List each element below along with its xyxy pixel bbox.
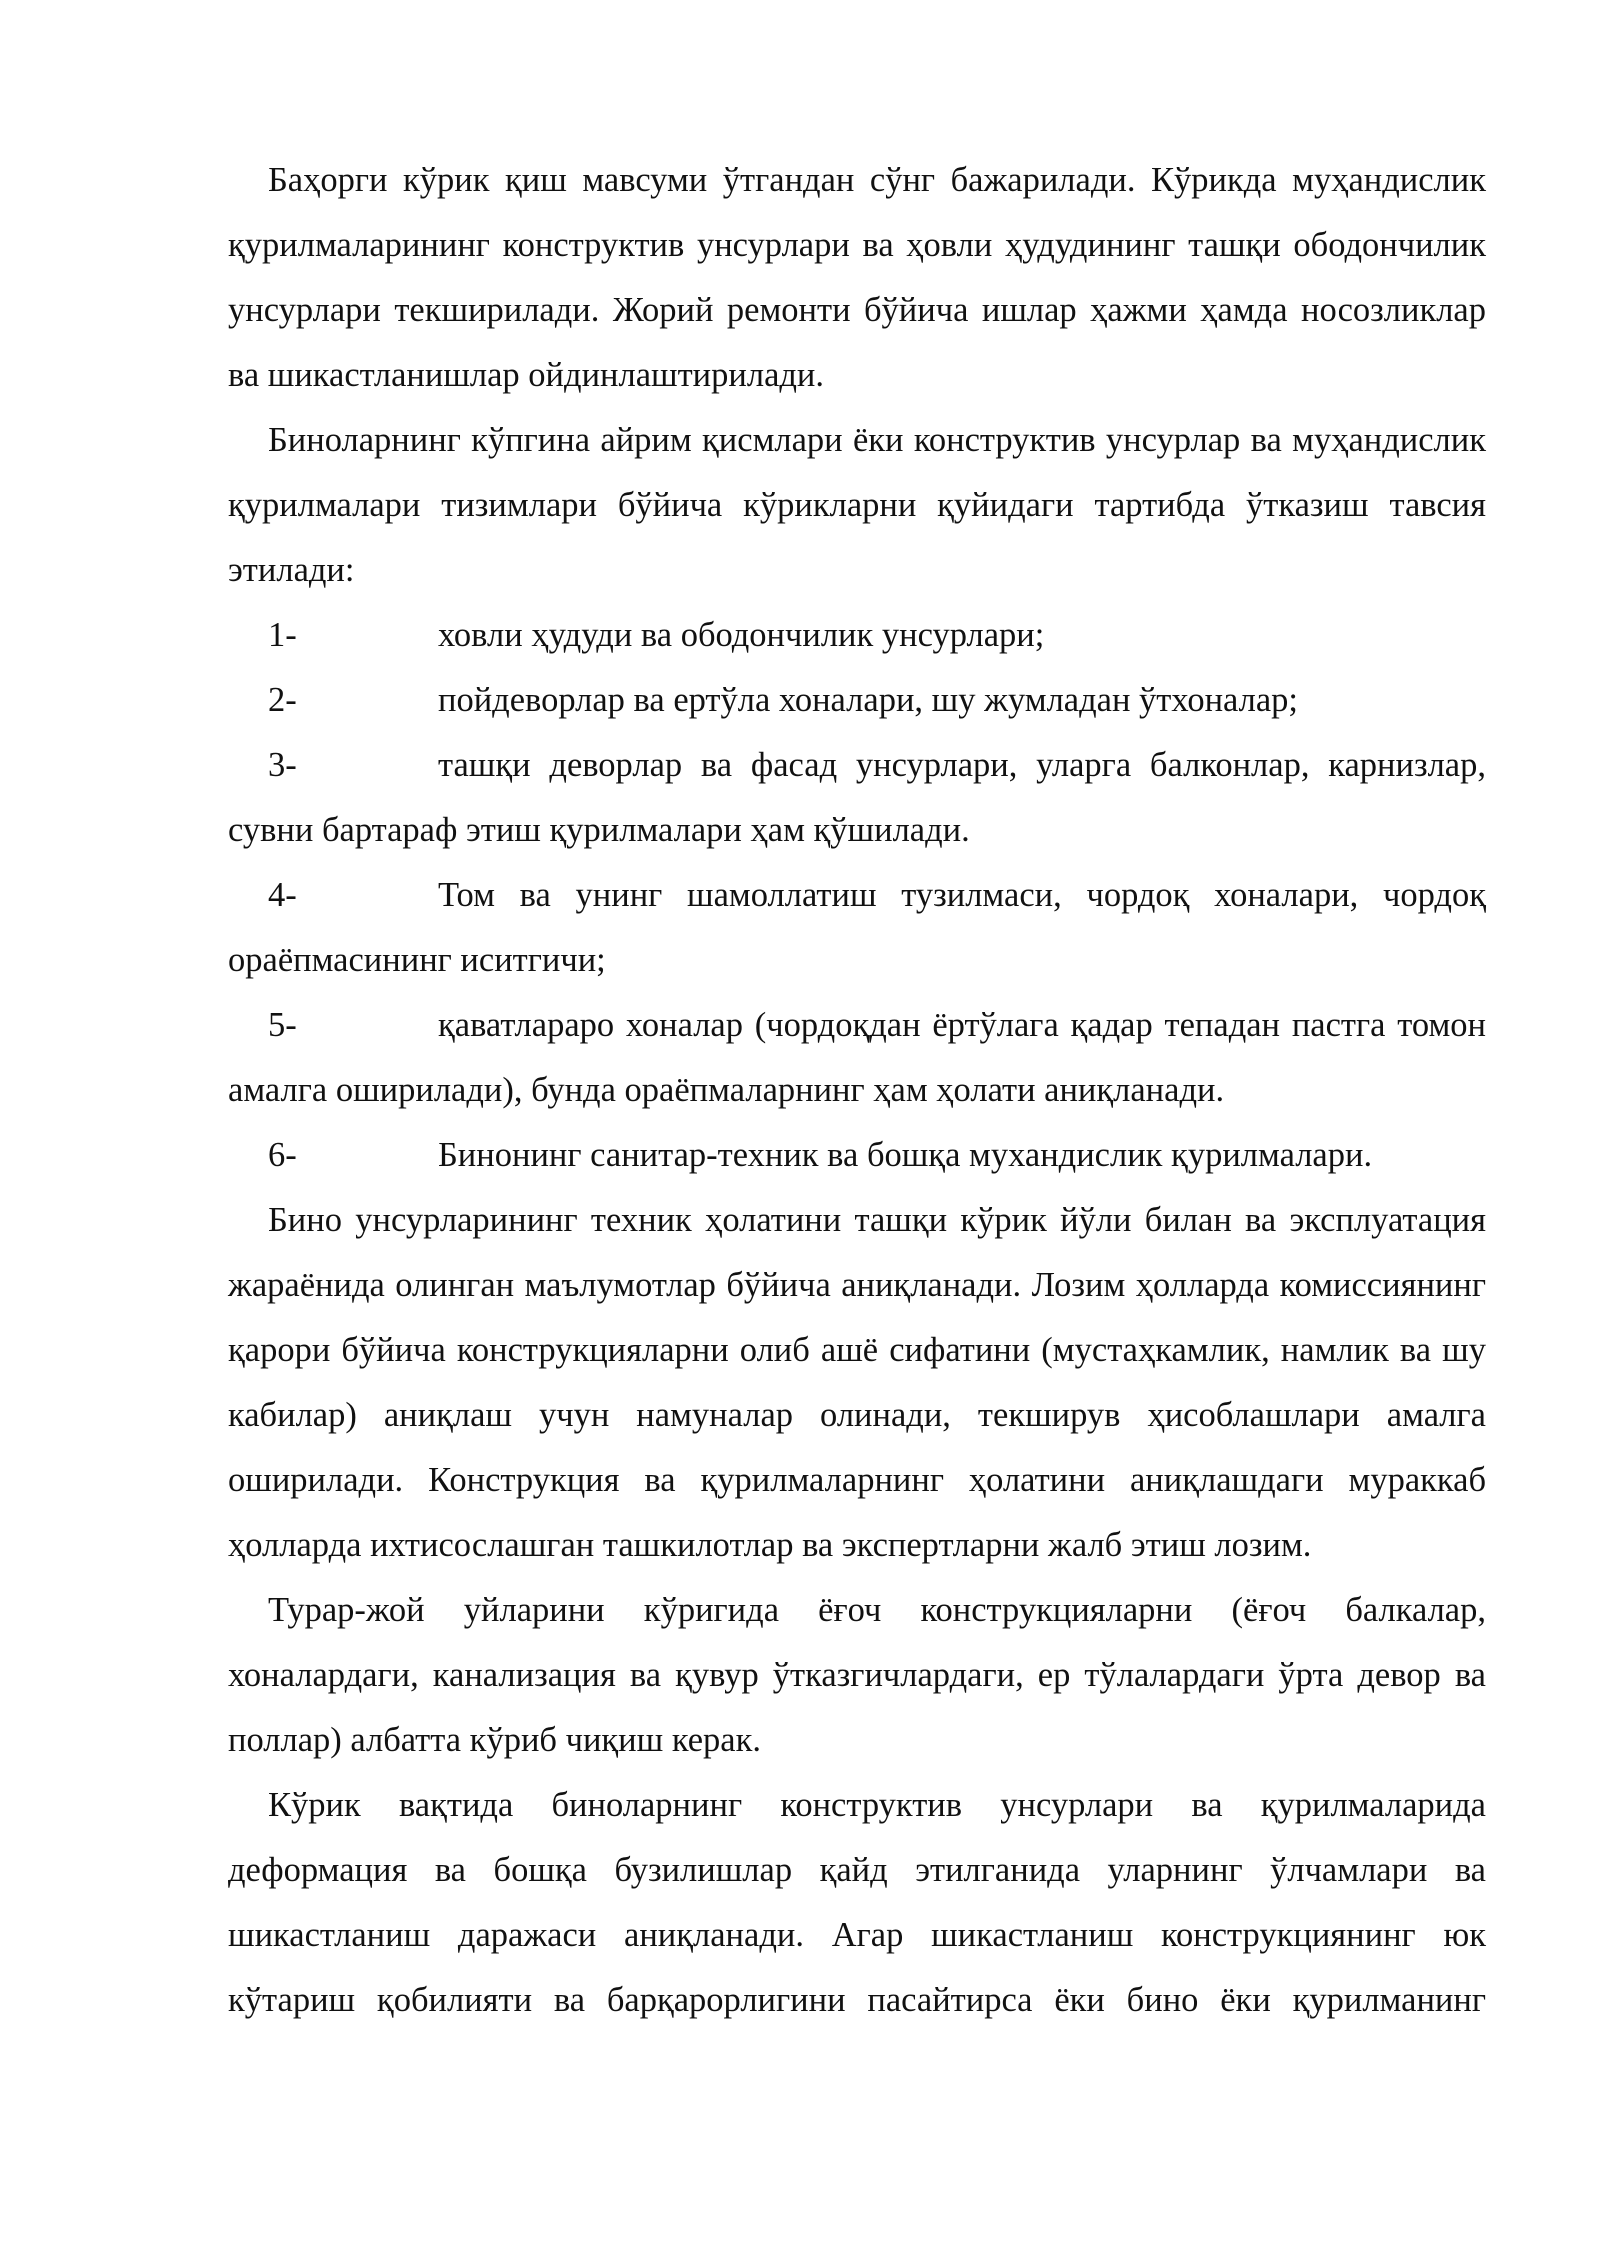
list-item-6 bbox=[228, 1123, 1486, 1188]
document-body bbox=[228, 148, 1486, 2033]
list-item-number: 5- bbox=[268, 1006, 297, 1044]
list-item-4 bbox=[228, 863, 1486, 993]
list-item-number: 3- bbox=[268, 746, 297, 784]
list-item-5 bbox=[228, 993, 1486, 1123]
paragraph-inspection-order: Биноларнинг кўпгина айрим қисмлари ёки конструктив унсурлар ва муҳандислик қурилмалари тизимлари бўйича кўрикларни қуйидаги тартибда ўтказиш тавсия этилади: bbox=[228, 421, 1486, 589]
list-item-number: 4- bbox=[268, 876, 297, 914]
list-item-text: қаватлараро хоналар (чордоқдан ёртўлага қадар тепадан пастга томон амалга оширилади), бунда ораёпмаларнинг ҳам ҳолати аниқланади. bbox=[228, 1006, 1486, 1109]
list-item-1 bbox=[228, 603, 1486, 668]
paragraph-technical-condition: Бино унсурларининг техник ҳолатини ташқи кўрик йўли билан ва эксплуатация жараёнида олинган маълумотлар бўйича аниқланади. Лозим ҳолларда комиссиянинг қарори бўйича конструкцияларни олиб ашё сифатини (мустаҳкамлик, намлик ва шу кабилар) аниқлаш учун намуналар олинади, текширув ҳисоблашлари амалга оширилади. Конструкция ва қурилмаларнинг ҳолатини аниқлашдаги мураккаб ҳолларда ихтисослашган ташкилотлар ва экспертларни жалб этиш лозим. bbox=[228, 1201, 1486, 1564]
list-item-number: 1- bbox=[268, 616, 297, 654]
paragraph-deformation: Кўрик вақтида биноларнинг конструктив унсурлари ва қурилмаларида деформация ва бошқа бузилишлар қайд этилганида уларнинг ўлчамлари ва шикастланиш даражаси аниқланади. Агар шикастланиш конструкциянинг юк кўтариш қобилияти ва барқарорлигини пасайтирса ёки бино ёки қурилманинг bbox=[228, 1786, 1486, 2019]
list-item-2 bbox=[228, 668, 1486, 733]
paragraph-wooden-structures: Турар-жой уйларини кўригида ёғоч конструкцияларни (ёғоч балкалар, хоналардаги, канализация ва қувур ўтказгичлардаги, ер тўлалардаги ўрта девор ва поллар) албатта кўриб чиқиш керак. bbox=[228, 1591, 1486, 1759]
list-item-number: 6- bbox=[268, 1136, 297, 1174]
list-item-number: 2- bbox=[268, 681, 297, 719]
paragraph-spring-inspection: Баҳорги кўрик қиш мавсуми ўтгандан сўнг бажарилади. Кўрикда муҳандислик қурилмаларининг конструктив унсурлари ва ҳовли ҳудудининг ташқи ободончилик унсурлари текширилади. Жорий ремонти бўйича ишлар ҳажми ҳамда носозликлар ва шикастланишлар ойдинлаштирилади. bbox=[228, 161, 1486, 394]
list-item-text: пойдеворлар ва ертўла хоналари, шу жумладан ўтхоналар; bbox=[438, 681, 1299, 719]
list-item-text: Бинонинг санитар-техник ва бошқа мухандислик қурилмалари. bbox=[438, 1136, 1373, 1174]
list-item-text: ховли ҳудуди ва ободончилик унсурлари; bbox=[438, 616, 1045, 654]
list-item-text: ташқи деворлар ва фасад унсурлари, уларга балконлар, карнизлар, сувни бартараф этиш қурилмалари ҳам қўшилади. bbox=[228, 746, 1486, 849]
list-item-text: Том ва унинг шамоллатиш тузилмаси, чордоқ хоналари, чордоқ ораёпмасининг иситгичи; bbox=[228, 876, 1486, 979]
list-item-3 bbox=[228, 733, 1486, 863]
